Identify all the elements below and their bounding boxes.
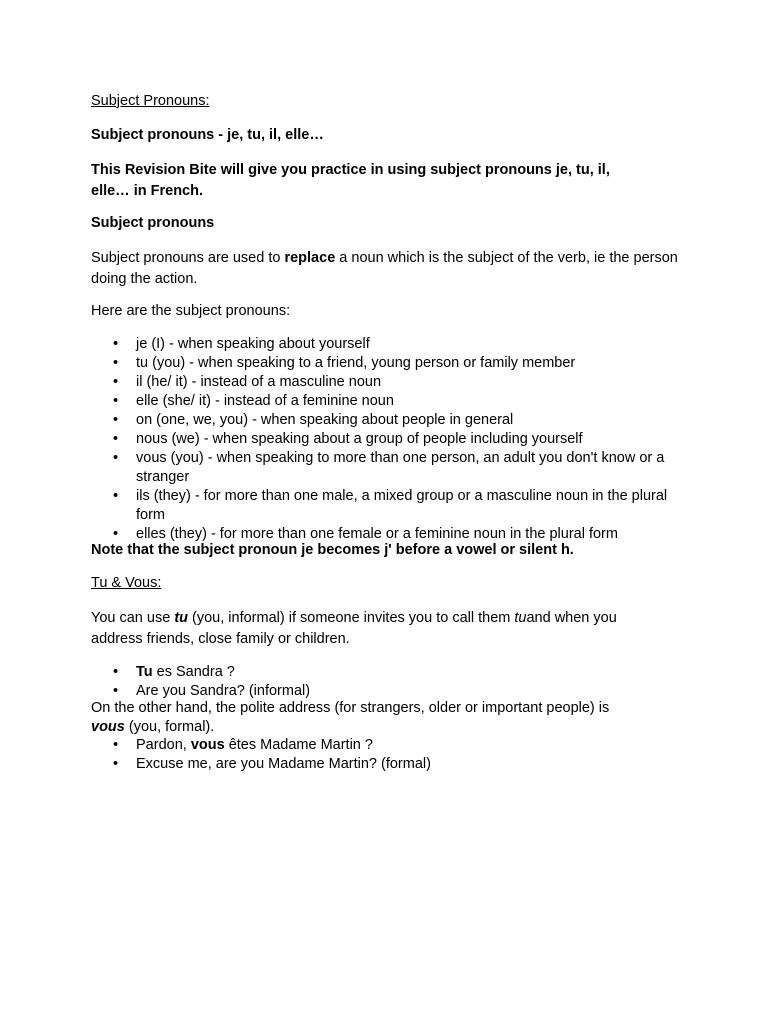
emphasis-replace: replace bbox=[284, 250, 336, 266]
vous-examples-list bbox=[91, 736, 691, 774]
list-item: • Tu es Sandra ? bbox=[91, 663, 691, 682]
section-title: Subject pronouns bbox=[91, 215, 215, 231]
tu-paragraph: You can use tu (you, informal) if someone invites you to call them tuand when you address friends, close family or children. bbox=[91, 610, 617, 647]
list-item: • on (one, we, you) - when speaking about people in general bbox=[91, 411, 691, 430]
list-item: • elles (they) - for more than one female or a feminine noun in the plural form bbox=[91, 525, 691, 544]
list-item: • tu (you) - when speaking to a friend, young person or family member bbox=[91, 354, 691, 373]
emphasis-vous: vous bbox=[91, 719, 125, 735]
pronoun-list bbox=[91, 335, 691, 544]
vous-paragraph: On the other hand, the polite address (for strangers, older or important people) is vous (you, formal). bbox=[91, 700, 610, 735]
list-item: • Excuse me, are you Madame Martin? (formal) bbox=[91, 755, 691, 774]
definition-paragraph: Subject pronouns are used to replace a noun which is the subject of the verb, ie the person doing the action. bbox=[91, 250, 678, 287]
note: Note that the subject pronoun je becomes j' before a vowel or silent h. bbox=[91, 542, 574, 558]
list-item: • elle (she/ it) - instead of a feminine noun bbox=[91, 392, 691, 411]
list-item: • Pardon, vous êtes Madame Martin ? bbox=[91, 736, 691, 755]
list-item: • il (he/ it) - instead of a masculine noun bbox=[91, 373, 691, 392]
emphasis-tu: tu bbox=[174, 610, 188, 626]
subtitle: Subject pronouns - je, tu, il, elle… bbox=[91, 127, 324, 143]
list-item: • nous (we) - when speaking about a group of people including yourself bbox=[91, 430, 691, 449]
list-intro: Here are the subject pronouns: bbox=[91, 303, 291, 319]
list-item: • vous (you) - when speaking to more than one person, an adult you don't know or a stranger bbox=[91, 449, 691, 487]
list-item: • Are you Sandra? (informal) bbox=[91, 682, 691, 701]
list-item: • ils (they) - for more than one male, a mixed group or a masculine noun in the plural form bbox=[91, 487, 691, 525]
list-item: • je (I) - when speaking about yourself bbox=[91, 335, 691, 354]
emphasis-tu-2: tu bbox=[514, 610, 527, 626]
heading-subject-pronouns: Subject Pronouns: bbox=[91, 93, 210, 109]
intro-paragraph: This Revision Bite will give you practice in using subject pronouns je, tu, il, elle… in French. bbox=[91, 162, 610, 199]
heading-tu-vous: Tu & Vous: bbox=[91, 575, 162, 591]
tu-examples-list bbox=[91, 663, 691, 701]
